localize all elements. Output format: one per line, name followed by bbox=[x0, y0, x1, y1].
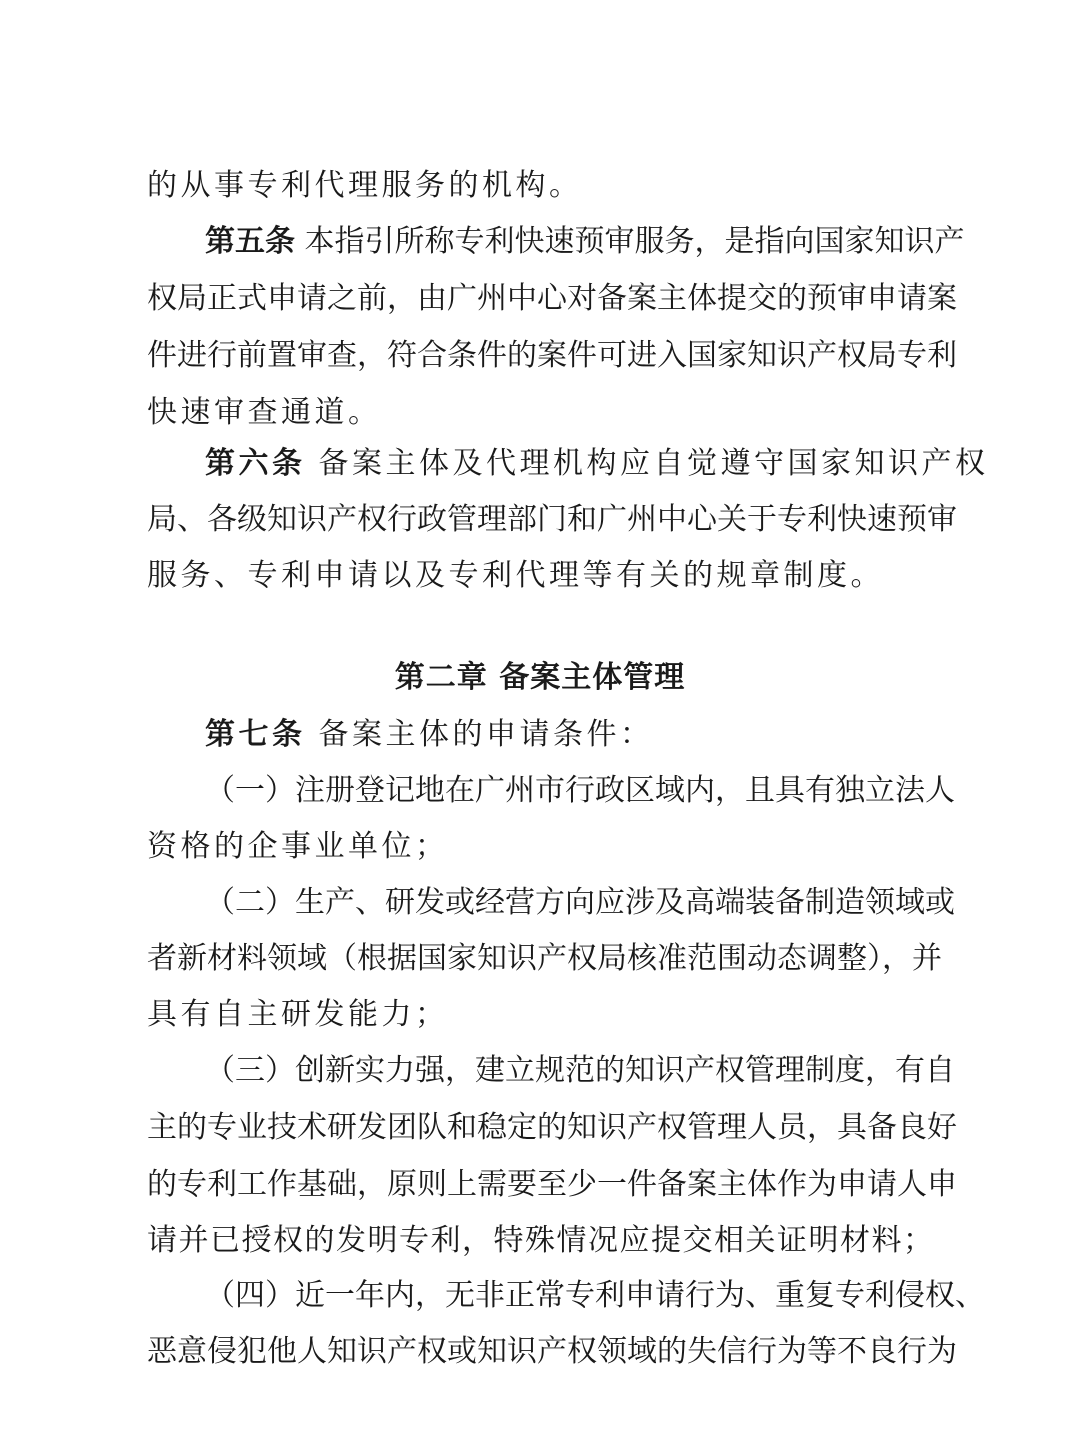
article-6-text-1: 备案主体及代理机构应自觉遵守国家知识产权 bbox=[318, 446, 989, 481]
item-3-line-4: 请并已授权的发明专利，特殊情况应提交相关证明材料； bbox=[147, 1223, 935, 1258]
article-5-line-1 bbox=[205, 222, 965, 262]
article-5-line-3: 件进行前置审查，符合条件的案件可进入国家知识产权局专利 bbox=[147, 338, 957, 373]
item-2-line-1: （二）生产、研发或经营方向应涉及高端装备制造领域或 bbox=[205, 885, 955, 920]
item-4-line-1: （四）近一年内，无非正常专利申请行为、重复专利侵权、 bbox=[205, 1278, 985, 1313]
chapter-2-title: 第二章 备案主体管理 bbox=[394, 660, 686, 695]
item-3-line-1: （三）创新实力强，建立规范的知识产权管理制度，有自 bbox=[205, 1053, 955, 1088]
article-4-tail: 的从事专利代理服务的机构。 bbox=[147, 168, 583, 203]
article-6-label: 第六条 bbox=[205, 446, 306, 481]
item-1-line-1: （一）注册登记地在广州市行政区域内，且具有独立法人 bbox=[205, 773, 955, 808]
article-7-label: 第七条 bbox=[205, 717, 306, 752]
article-5-line-4: 快速审查通道。 bbox=[147, 395, 382, 430]
article-7-line bbox=[205, 715, 922, 755]
item-2-line-2: 者新材料领域（根据国家知识产权局核准范围动态调整），并 bbox=[147, 941, 942, 976]
article-6-line-1 bbox=[205, 444, 989, 484]
article-5-label: 第五条 bbox=[205, 224, 295, 259]
article-6-line-2: 局、各级知识产权行政管理部门和广州中心关于专利快速预审 bbox=[147, 502, 957, 537]
item-3-line-3: 的专利工作基础，原则上需要至少一件备案主体作为申请人申 bbox=[147, 1167, 957, 1202]
article-6-line-3: 服务、专利申请以及专利代理等有关的规章制度。 bbox=[147, 558, 884, 593]
item-4-line-2: 恶意侵犯他人知识产权或知识产权领域的失信行为等不良行为 bbox=[147, 1334, 957, 1369]
item-1-line-2: 资格的企事业单位； bbox=[147, 829, 449, 864]
article-5-line-2: 权局正式申请之前，由广州中心对备案主体提交的预审申请案 bbox=[147, 281, 957, 316]
article-7-text: 备案主体的申请条件： bbox=[318, 717, 654, 752]
item-2-line-3: 具有自主研发能力； bbox=[147, 997, 449, 1032]
article-5-text-1: 本指引所称专利快速预审服务，是指向国家知识产 bbox=[304, 224, 965, 259]
item-3-line-2: 主的专业技术研发团队和稳定的知识产权管理人员，具备良好 bbox=[147, 1110, 957, 1145]
